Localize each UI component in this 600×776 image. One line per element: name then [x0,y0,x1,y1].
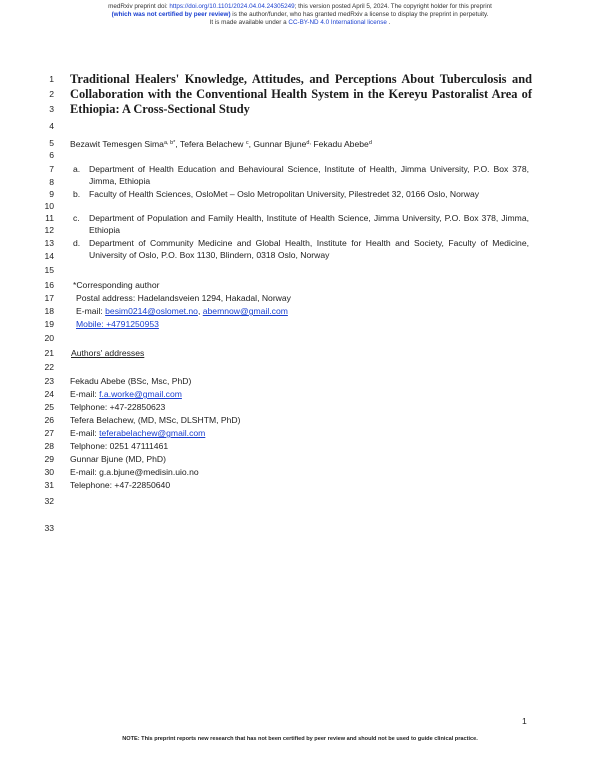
postal-address: Postal address: Hadelandsveien 1294, Hakadal, Norway [76,293,291,303]
paper-title: Traditional Healers' Knowledge, Attitudes, and Perceptions About Tuberculosis and Collaboration with the Conventional Health System in the Kereyu Pastoralist Area of Ethiopia: A Cross-Sectional Study [70,72,532,117]
affiliation-label: d. [73,238,81,248]
license-link[interactable]: CC-BY-ND 4.0 International license [288,19,387,26]
email-link-fekadu[interactable]: f.a.worke@gmail.com [99,389,182,399]
line-number: 19 [44,319,54,329]
email-link-oslomet[interactable]: besim0214@oslomet.no [105,306,198,316]
email-link-gmail[interactable]: abemnow@gmail.com [202,306,288,316]
line-number: 9 [49,189,54,199]
address-gunnar-email: E-mail: g.a.bjune@medisin.uio.no [70,467,199,477]
line-number: 25 [44,402,54,412]
corresponding-heading: *Corresponding author [73,280,160,290]
line-number: 1 [49,74,54,84]
line-number: 15 [44,265,54,275]
line-number: 4 [49,121,54,131]
line-number: 17 [44,293,54,303]
line-number: 12 [44,225,54,235]
line-number: 22 [44,362,54,372]
line-number: 26 [44,415,54,425]
author-list: Bezawit Temesgen Sima$^{a, b*}$, Tefera Belachew $^c$, Gunnar Bjune$^{d,}$ Fekadu Abebe$^d$ [70,139,372,149]
mobile-link[interactable]: Mobile: +4791250953 [76,319,159,329]
address-fekadu-email: E-mail: f.a.worke@gmail.com [70,389,182,399]
affiliation-label: c. [73,213,80,223]
line-number: 23 [44,376,54,386]
affiliation-label: b. [73,189,81,199]
line-number: 7 [49,164,54,174]
affiliation-label: a. [73,164,81,174]
line-number: 24 [44,389,54,399]
address-gunnar-name: Gunnar Bjune (MD, PhD) [70,454,166,464]
affiliation-b: Faculty of Health Sciences, OsloMet – Oslo Metropolitan University, Pilestredet 32, 0166 Oslo, Norway [89,189,480,199]
page-number: 1 [522,716,527,726]
line-number: 13 [44,238,54,248]
address-tefera-name: Tefera Belachew, (MD, MSc, DLSHTM, PhD) [70,415,241,425]
line-number: 6 [49,150,54,160]
affiliation-c: Department of Population and Family Health, Institute of Health Science, Jimma University, P.O. Box 378, Jimma, Ethiopia [89,213,529,236]
line-number: 18 [44,306,54,316]
preprint-header-line-3: It is made available under a CC-BY-ND 4.0 International license . [209,19,391,26]
preprint-header-line-2: (which was not certified by peer review) is the author/funder, who has granted medRxiv a license to display the preprint in perpetuity. [111,11,489,18]
line-number: 2 [49,89,54,99]
line-number: 14 [44,251,54,261]
address-fekadu-name: Fekadu Abebe (BSc, Msc, PhD) [70,376,192,386]
line-number: 16 [44,280,54,290]
line-number: 32 [44,496,54,506]
line-number: 33 [44,523,54,533]
line-number: 8 [49,177,54,187]
affiliation-a: Department of Health Education and Behavioural Science, Institute of Health, Jimma University, P.O. Box 378, Jimma, Ethiopia [89,164,529,187]
preprint-footer-note: NOTE: This preprint reports new research that has not been certified by peer review and should not be used to guide clinical practice. [122,736,478,742]
preprint-header-line-1: medRxiv preprint doi: https://doi.org/10.1101/2024.04.04.24305249; this version posted April 5, 2024. The copyright holder for this preprint [108,3,492,10]
line-number: 20 [44,333,54,343]
address-tefera-email: E-mail: teferabelachew@gmail.com [70,428,206,438]
address-gunnar-phone: Telephone: +47-22850640 [70,480,171,490]
line-number: 5 [49,138,54,148]
line-number: 28 [44,441,54,451]
addresses-heading: Authors' addresses [71,348,145,358]
line-number: 30 [44,467,54,477]
email-link-tefera[interactable]: teferabelachew@gmail.com [99,428,206,438]
line-number: 3 [49,104,54,114]
address-tefera-phone: Telphone: 0251 47111461 [70,441,169,451]
address-fekadu-phone: Telphone: +47-22850623 [70,402,166,412]
affiliation-d: Department of Community Medicine and Global Health, Institute for Health and Society, Faculty of Medicine, University of Oslo, P.O. Box 1130, Blindern, 0318 Oslo, Norway [89,238,529,261]
line-number: 27 [44,428,54,438]
line-number: 29 [44,454,54,464]
line-number: 31 [44,480,54,490]
line-number: 21 [44,348,54,358]
line-number: 10 [44,201,54,211]
corresponding-email: E-mail: besim0214@oslomet.no, abemnow@gmail.com [76,306,288,316]
doi-link[interactable]: https://doi.org/10.1101/2024.04.04.24305249 [169,3,295,10]
line-number: 11 [45,213,54,223]
